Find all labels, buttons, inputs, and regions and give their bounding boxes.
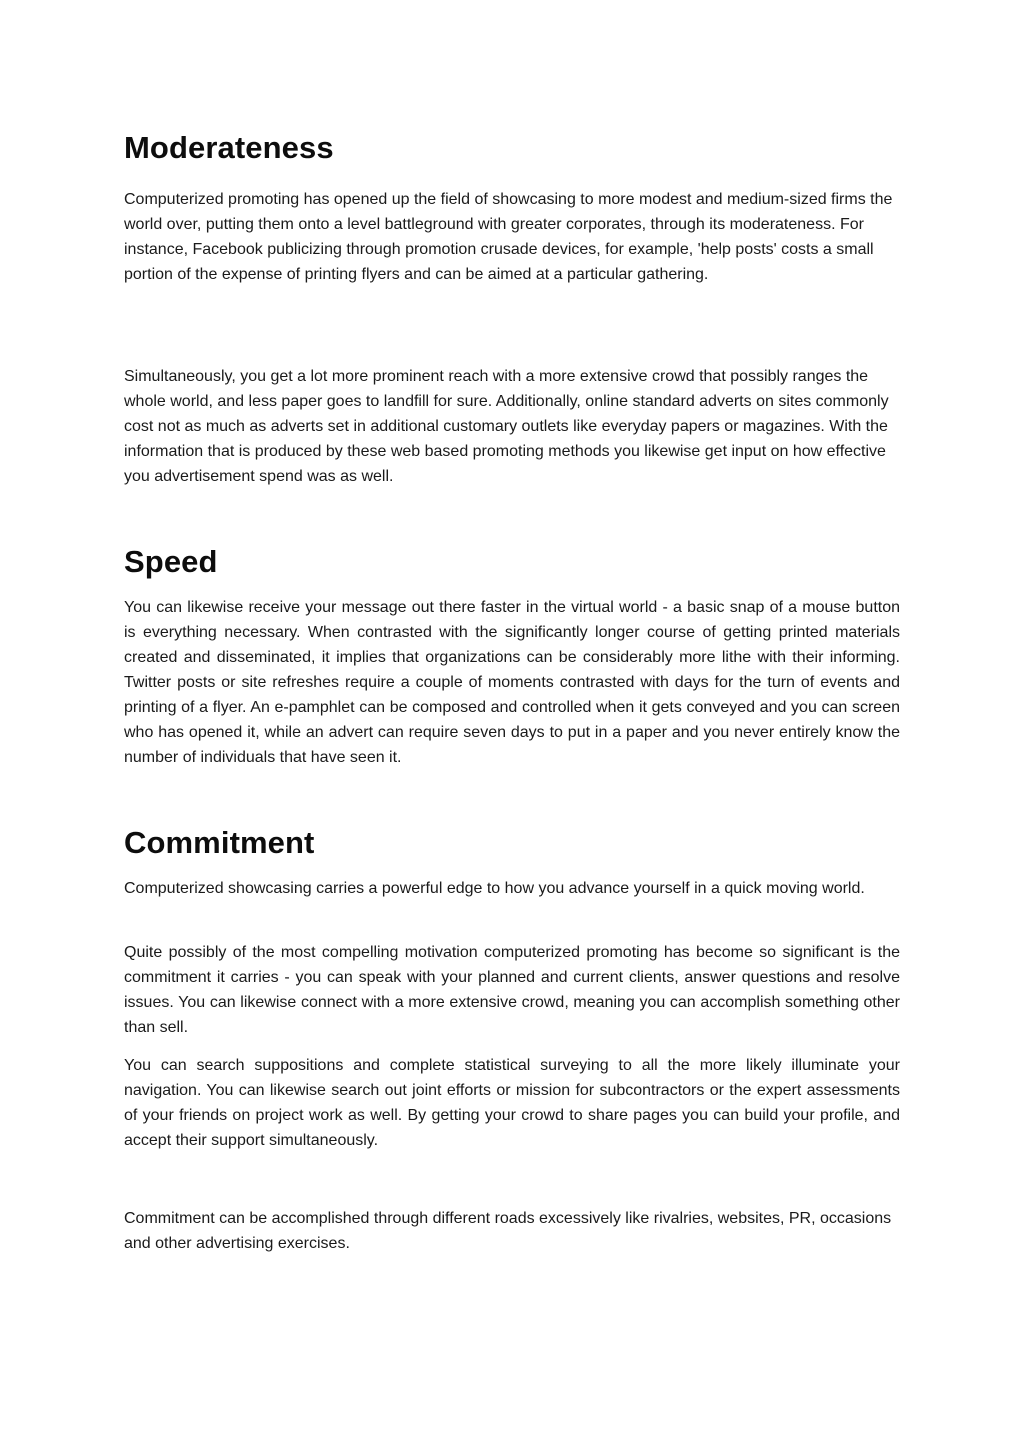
paragraph-commitment-2: Quite possibly of the most compelling motivation computerized promoting has become so significant is the commitment it carries - you can speak with your planned and current clients, answer questions and resolve issues. You can likewise connect with a more extensive crowd, meaning you can accomplish something other than sell.	[124, 944, 900, 1036]
section-heading-speed: Speed	[124, 544, 218, 579]
paragraph-moderateness-1: Computerized promoting has opened up the field of showcasing to more modest and medium-sized firms the world over, putting them onto a level battleground with greater corporates, through its moderateness. For instance, Facebook publicizing through promotion crusade devices, for example, 'help posts' costs a small portion of the expense of printing flyers and can be aimed at a particular gathering.	[124, 191, 893, 283]
paragraph-commitment-4: Commitment can be accomplished through different roads excessively like rivalries, websites, PR, occasions and other advertising exercises.	[124, 1210, 892, 1252]
paragraph-speed-1: You can likewise receive your message out there faster in the virtual world - a basic snap of a mouse button is everything necessary. When contrasted with the significantly longer course of getting printed materials created and disseminated, it implies that organizations can be considerably more lithe with their informing. Twitter posts or site refreshes require a couple of moments contrasted with days for the turn of events and printing of a flyer. An e-pamphlet can be composed and controlled when it gets conveyed and you can screen who has opened it, while an advert can require seven days to put in a paper and you never entirely know the number of individuals that have seen it.	[124, 599, 900, 766]
section-heading-moderateness: Moderateness	[124, 130, 334, 165]
paragraph-commitment-3: You can search suppositions and complete statistical surveying to all the more likely illuminate your navigation. You can likewise search out joint efforts or mission for subcontractors or the expert assessments of your friends on project work as well. By getting your crowd to share pages you can build your profile, and accept their support simultaneously.	[124, 1057, 900, 1149]
paragraph-moderateness-2: Simultaneously, you get a lot more prominent reach with a more extensive crowd that possibly ranges the whole world, and less paper goes to landfill for sure. Additionally, online standard adverts on sites commonly cost not as much as adverts set in additional customary outlets like everyday papers or magazines. With the information that is produced by these web based promoting methods you likewise get input on how effective you advertisement spend was as well.	[124, 368, 889, 485]
paragraph-commitment-1: Computerized showcasing carries a powerful edge to how you advance yourself in a quick moving world.	[124, 880, 865, 897]
section-heading-commitment: Commitment	[124, 825, 315, 860]
